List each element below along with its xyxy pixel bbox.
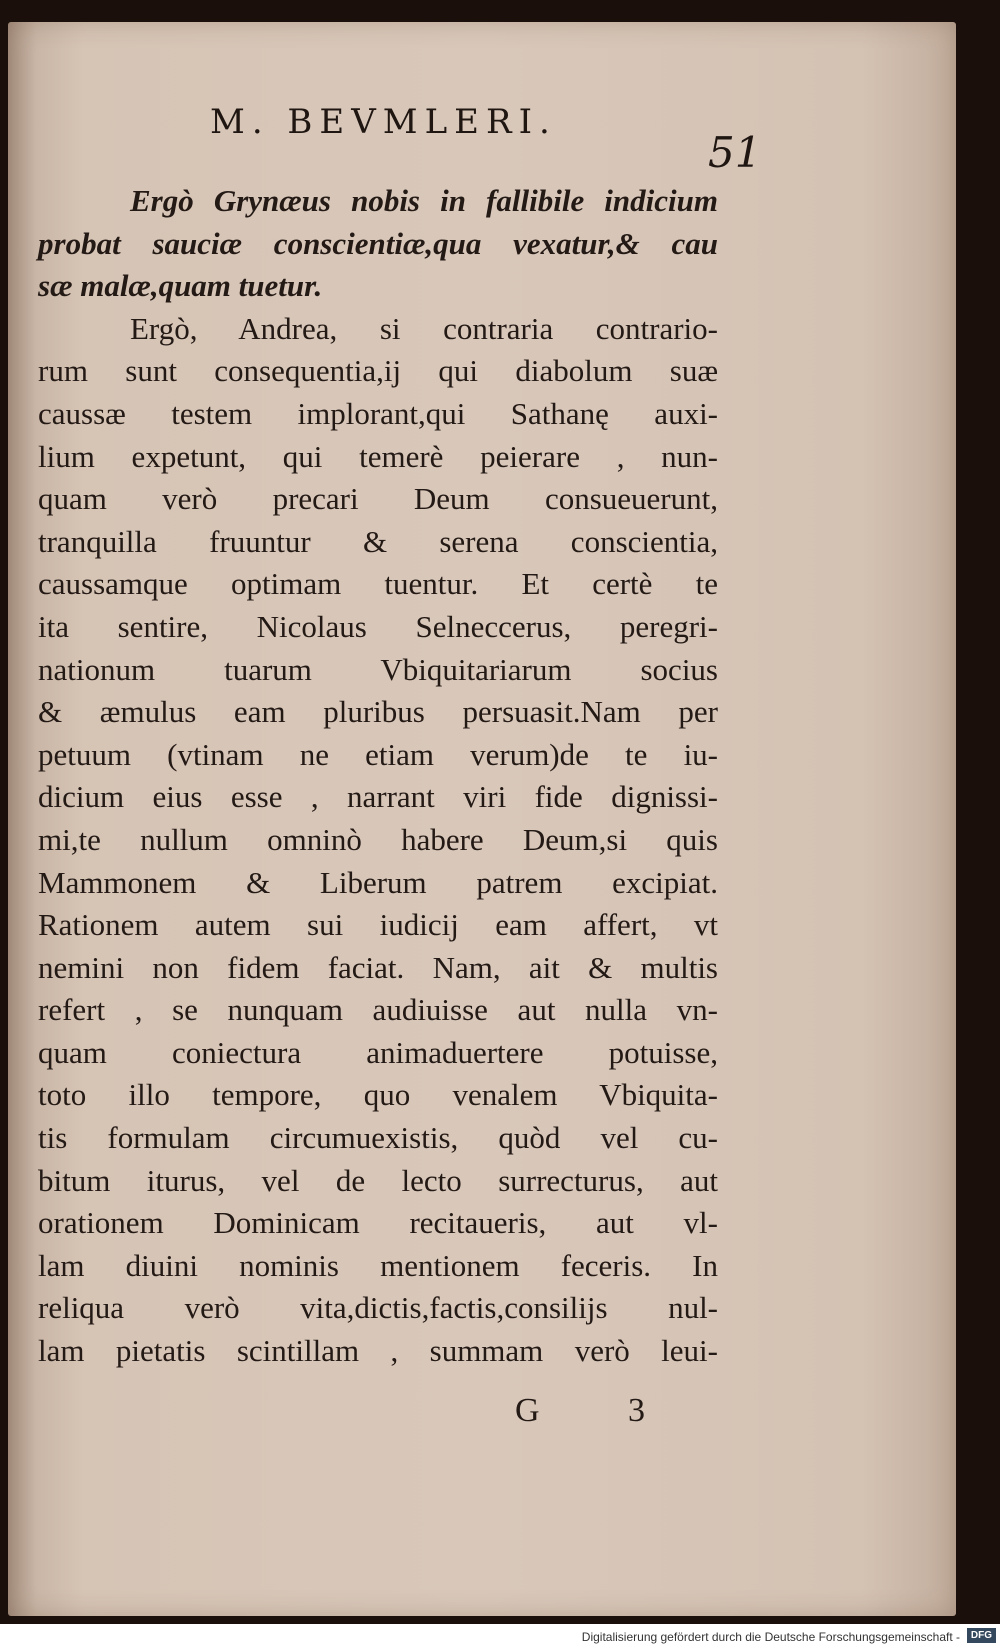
text-line: & æmulus eam pluribus persuasit.Nam per (38, 694, 718, 730)
text-line: orationem Dominicam recitaueris, aut vl- (38, 1205, 718, 1241)
dfg-logo: DFG (967, 1628, 996, 1643)
text-line: refert , se nunquam audiuisse aut nulla vn- (38, 992, 718, 1028)
text-line: quam coniectura animaduertere potuisse, (38, 1034, 718, 1070)
text-line: reliqua verò vita,dictis,factis,consilijs nul- (38, 1290, 718, 1326)
text-line: Rationem autem sui iudicij eam affert, vt (38, 907, 718, 943)
text-line: probat sauciæ conscientiæ,qua vexatur,& cau (38, 225, 718, 261)
text-line: Ergò, Andrea, si contraria contrario- (130, 310, 718, 346)
text-line: tranquilla fruuntur & serena conscientia, (38, 523, 718, 559)
text-line: quam verò precari Deum consueuerunt, (38, 481, 718, 517)
text-line: toto illo tempore, quo venalem Vbiquita- (38, 1077, 718, 1113)
text-line: lium expetunt, qui temerè peierare , nun- (38, 438, 718, 474)
text-line: Ergò Grynæus nobis in fallibile indicium (130, 183, 718, 218)
text-line: sæ malæ,quam tuetur. (38, 268, 323, 304)
page-number: 51 (708, 128, 762, 177)
text-line: rum sunt consequentia,ij qui diabolum suæ (38, 353, 718, 389)
text-line: caussæ testem implorant,qui Sathanę auxi- (38, 395, 718, 431)
body-text (38, 180, 718, 1373)
text-line: nemini non fidem faciat. Nam, ait & multis (38, 949, 718, 985)
text-line: ita sentire, Nicolaus Selneccerus, peregri- (38, 608, 718, 644)
text-line: petuum (vtinam ne etiam verum)de te iu- (38, 736, 718, 772)
text-line: lam diuini nominis mentionem feceris. In (38, 1247, 718, 1283)
text-line: mi,te nullum omninò habere Deum,si quis (38, 821, 718, 857)
text-line: Mammonem & Liberum patrem excipiat. (38, 864, 718, 900)
text-line: tis formulam circumuexistis, quòd vel cu- (38, 1120, 718, 1156)
text-line: lam pietatis scintillam , summam verò leui- (38, 1333, 718, 1369)
text-line: dicium eius esse , narrant viri fide dignissi- (38, 779, 718, 815)
text-line: caussamque optimam tuentur. Et certè te (38, 566, 718, 602)
text-line: nationum tuarum Vbiquitariarum socius (38, 651, 718, 687)
running-head: M. BEVMLERI. (210, 102, 557, 142)
signature-mark: G 3 (515, 1392, 686, 1429)
funding-notice: Digitalisierung gefördert durch die Deutsche Forschungsgemeinschaft - (581, 1630, 960, 1644)
text-line: bitum iturus, vel de lecto surrecturus, aut (38, 1162, 718, 1198)
